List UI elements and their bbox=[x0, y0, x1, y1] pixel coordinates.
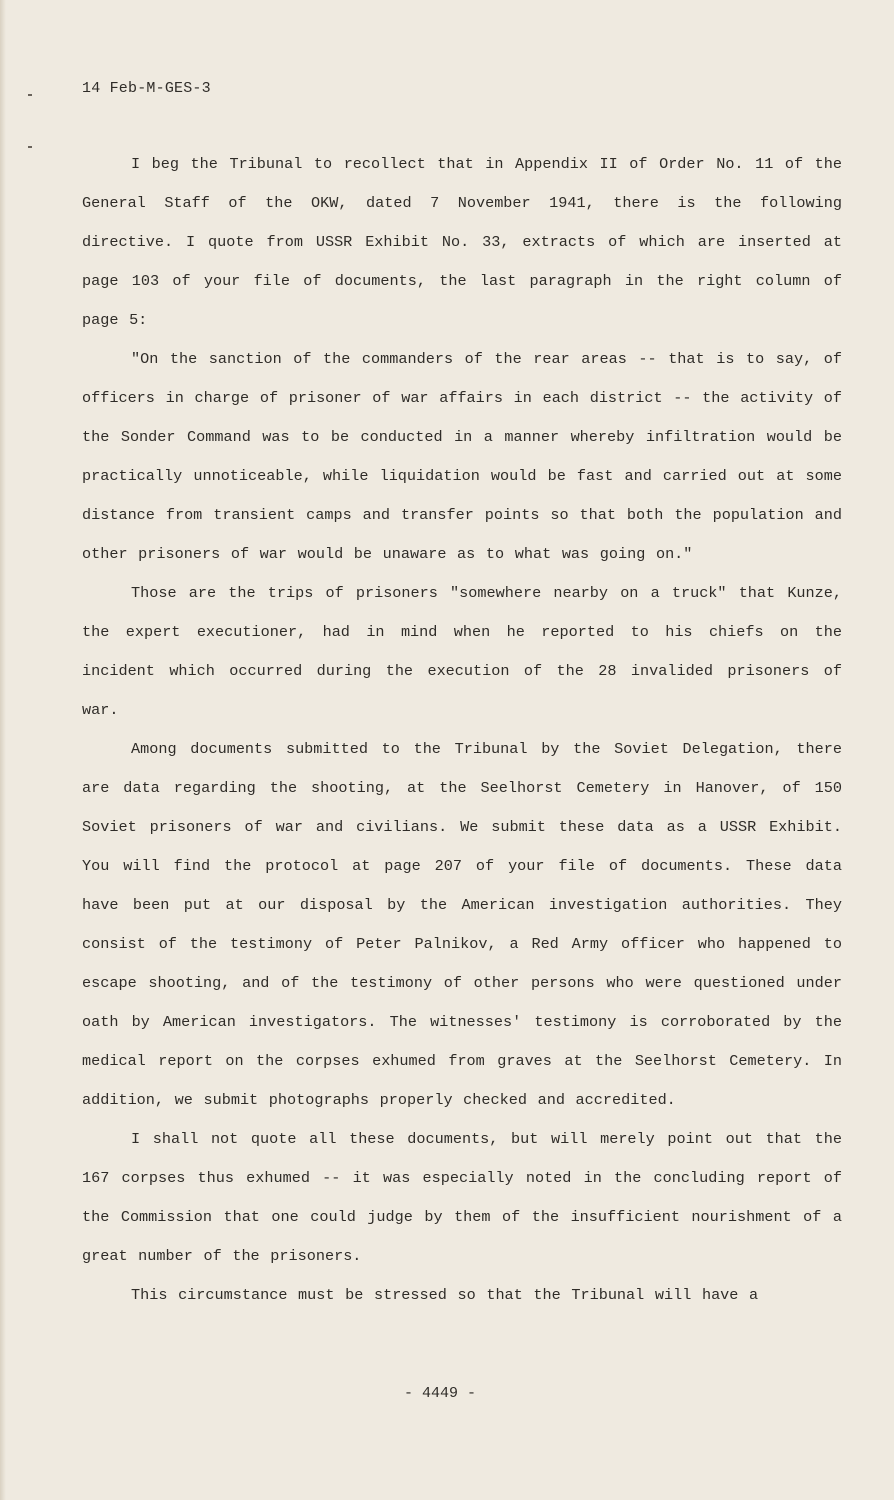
margin-mark bbox=[28, 94, 32, 96]
paragraph: This circumstance must be stressed so that the Tribunal will have a bbox=[131, 1286, 759, 1304]
document-header: 14 Feb-M-GES-3 bbox=[82, 80, 211, 97]
paragraph: "On the sanction of the commanders of the rear areas -- that is to say, of officers in charge of prisoner of war affairs in each district -- the activity of the Sonder Command was to be conducted in a manner whereby infiltration would be practically unnoticeable, while liquidation would be fast and carried out at some distance from transient camps and transfer points so that both the population and other prisoners of war would be unaware as to what was going on." bbox=[82, 350, 842, 563]
paragraph: Those are the trips of prisoners "somewhere nearby on a truck" that Kunze, the expert executioner, had in mind when he reported to his chiefs on the incident which occurred during the execution of the 28 invalided prisoners of war. bbox=[82, 584, 842, 719]
page-number: - 4449 - bbox=[403, 1385, 476, 1402]
document-body bbox=[82, 145, 842, 1315]
paragraph: I shall not quote all these documents, but will merely point out that the 167 corpses thus exhumed -- it was especially noted in the concluding report of the Commission that one could judge by them of the insufficient nourishment of a great number of the prisoners. bbox=[82, 1130, 842, 1265]
paragraph: I beg the Tribunal to recollect that in Appendix II of Order No. 11 of the General Staff of the OKW, dated 7 November 1941, there is the following directive. I quote from USSR Exhibit No. 33, extracts of which are inserted at page 103 of your file of documents, the last paragraph in the right column of page 5: bbox=[82, 155, 842, 329]
page-edge bbox=[0, 0, 6, 1500]
margin-mark bbox=[28, 146, 32, 148]
paragraph: Among documents submitted to the Tribunal by the Soviet Delegation, there are data regarding the shooting, at the Seelhorst Cemetery in Hanover, of 150 Soviet prisoners of war and civilians. We submit these data as a USSR Exhibit. You will find the protocol at page 207 of your file of documents. These data have been put at our disposal by the American investigation authorities. They consist of the testimony of Peter Palnikov, a Red Army officer who happened to escape shooting, and of the testimony of other persons who were questioned under oath by American investigators. The witnesses' testimony is corroborated by the medical report on the corpses exhumed from graves at the Seelhorst Cemetery. In addition, we submit photographs properly checked and accredited. bbox=[82, 740, 842, 1109]
